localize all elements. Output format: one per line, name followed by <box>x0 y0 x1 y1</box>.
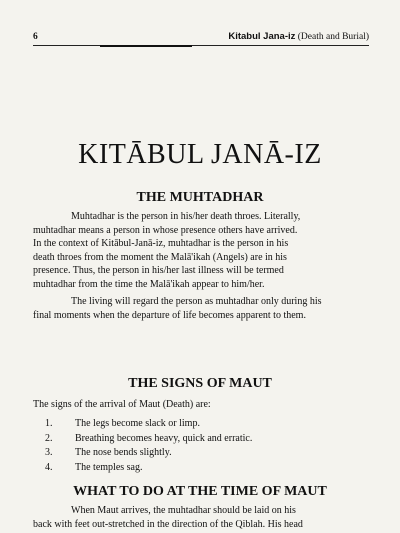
paragraph-line: When Maut arrives, the muhtadhar should be laid on his <box>71 505 296 516</box>
list-item-text: Breathing becomes heavy, quick and erratic. <box>75 432 253 444</box>
paragraph-line: muhtadhar means a person in whose presence others have arrived. <box>33 224 298 236</box>
list-item-number: 3. <box>45 447 53 458</box>
running-title <box>228 30 369 44</box>
paragraph-line: final moments when the departure of life becomes apparent to them. <box>33 309 306 321</box>
paragraph-line: presence. Thus, the person in his/her last illness will be termed <box>33 265 284 276</box>
running-title-rest: (Death and Burial) <box>295 32 369 42</box>
paragraph-muhtadhar-definition <box>33 210 369 291</box>
page-header <box>33 30 369 44</box>
signs-list <box>33 417 369 475</box>
list-item <box>33 417 369 432</box>
list-item-number: 2. <box>45 432 53 444</box>
list-item-text: The temples sag. <box>75 461 143 473</box>
paragraph-line: The living will regard the person as muhtadhar only during his <box>71 296 322 307</box>
chapter-title: KITĀBUL JANĀ-IZ <box>78 139 322 170</box>
paragraph-what-to-do <box>33 504 369 531</box>
list-item-text: The legs become slack or limp. <box>75 418 200 429</box>
signs-intro <box>33 398 369 412</box>
header-rule-accent <box>100 45 192 47</box>
list-item-number: 1. <box>45 418 53 429</box>
list-item <box>33 446 369 461</box>
paragraph-line: muhtadhar from the time the Malā'ikah appear to him/her. <box>33 278 265 290</box>
list-item-number: 4. <box>45 461 53 473</box>
section-heading-what-to-do: WHAT TO DO AT THE TIME OF MAUT <box>73 484 327 499</box>
list-item-text: The nose bends slightly. <box>75 447 172 458</box>
list-item <box>33 432 369 447</box>
paragraph-line: In the context of Kitābul-Janā-iz, muhtadhar is the person in his <box>33 238 289 249</box>
page-number: 6 <box>33 32 38 42</box>
paragraph-line: The signs of the arrival of Maut (Death) are: <box>33 399 211 410</box>
paragraph-line: death throes from the moment the Malā'ikah (Angels) are in his <box>33 251 287 263</box>
section-heading-muhtadhar: THE MUHTADHAR <box>136 190 264 205</box>
paragraph-living-regard <box>33 295 369 322</box>
paragraph-line: Muhtadhar is the person in his/her death throes. Literally, <box>71 211 301 222</box>
running-title-bold: Kitabul Jana-iz <box>228 31 296 42</box>
list-item <box>33 461 369 476</box>
section-heading-signs-of-maut: THE SIGNS OF MAUT <box>128 376 272 391</box>
paragraph-line: back with feet out-stretched in the direction of the Qiblah. His head <box>33 518 303 530</box>
header-rule <box>33 45 369 46</box>
